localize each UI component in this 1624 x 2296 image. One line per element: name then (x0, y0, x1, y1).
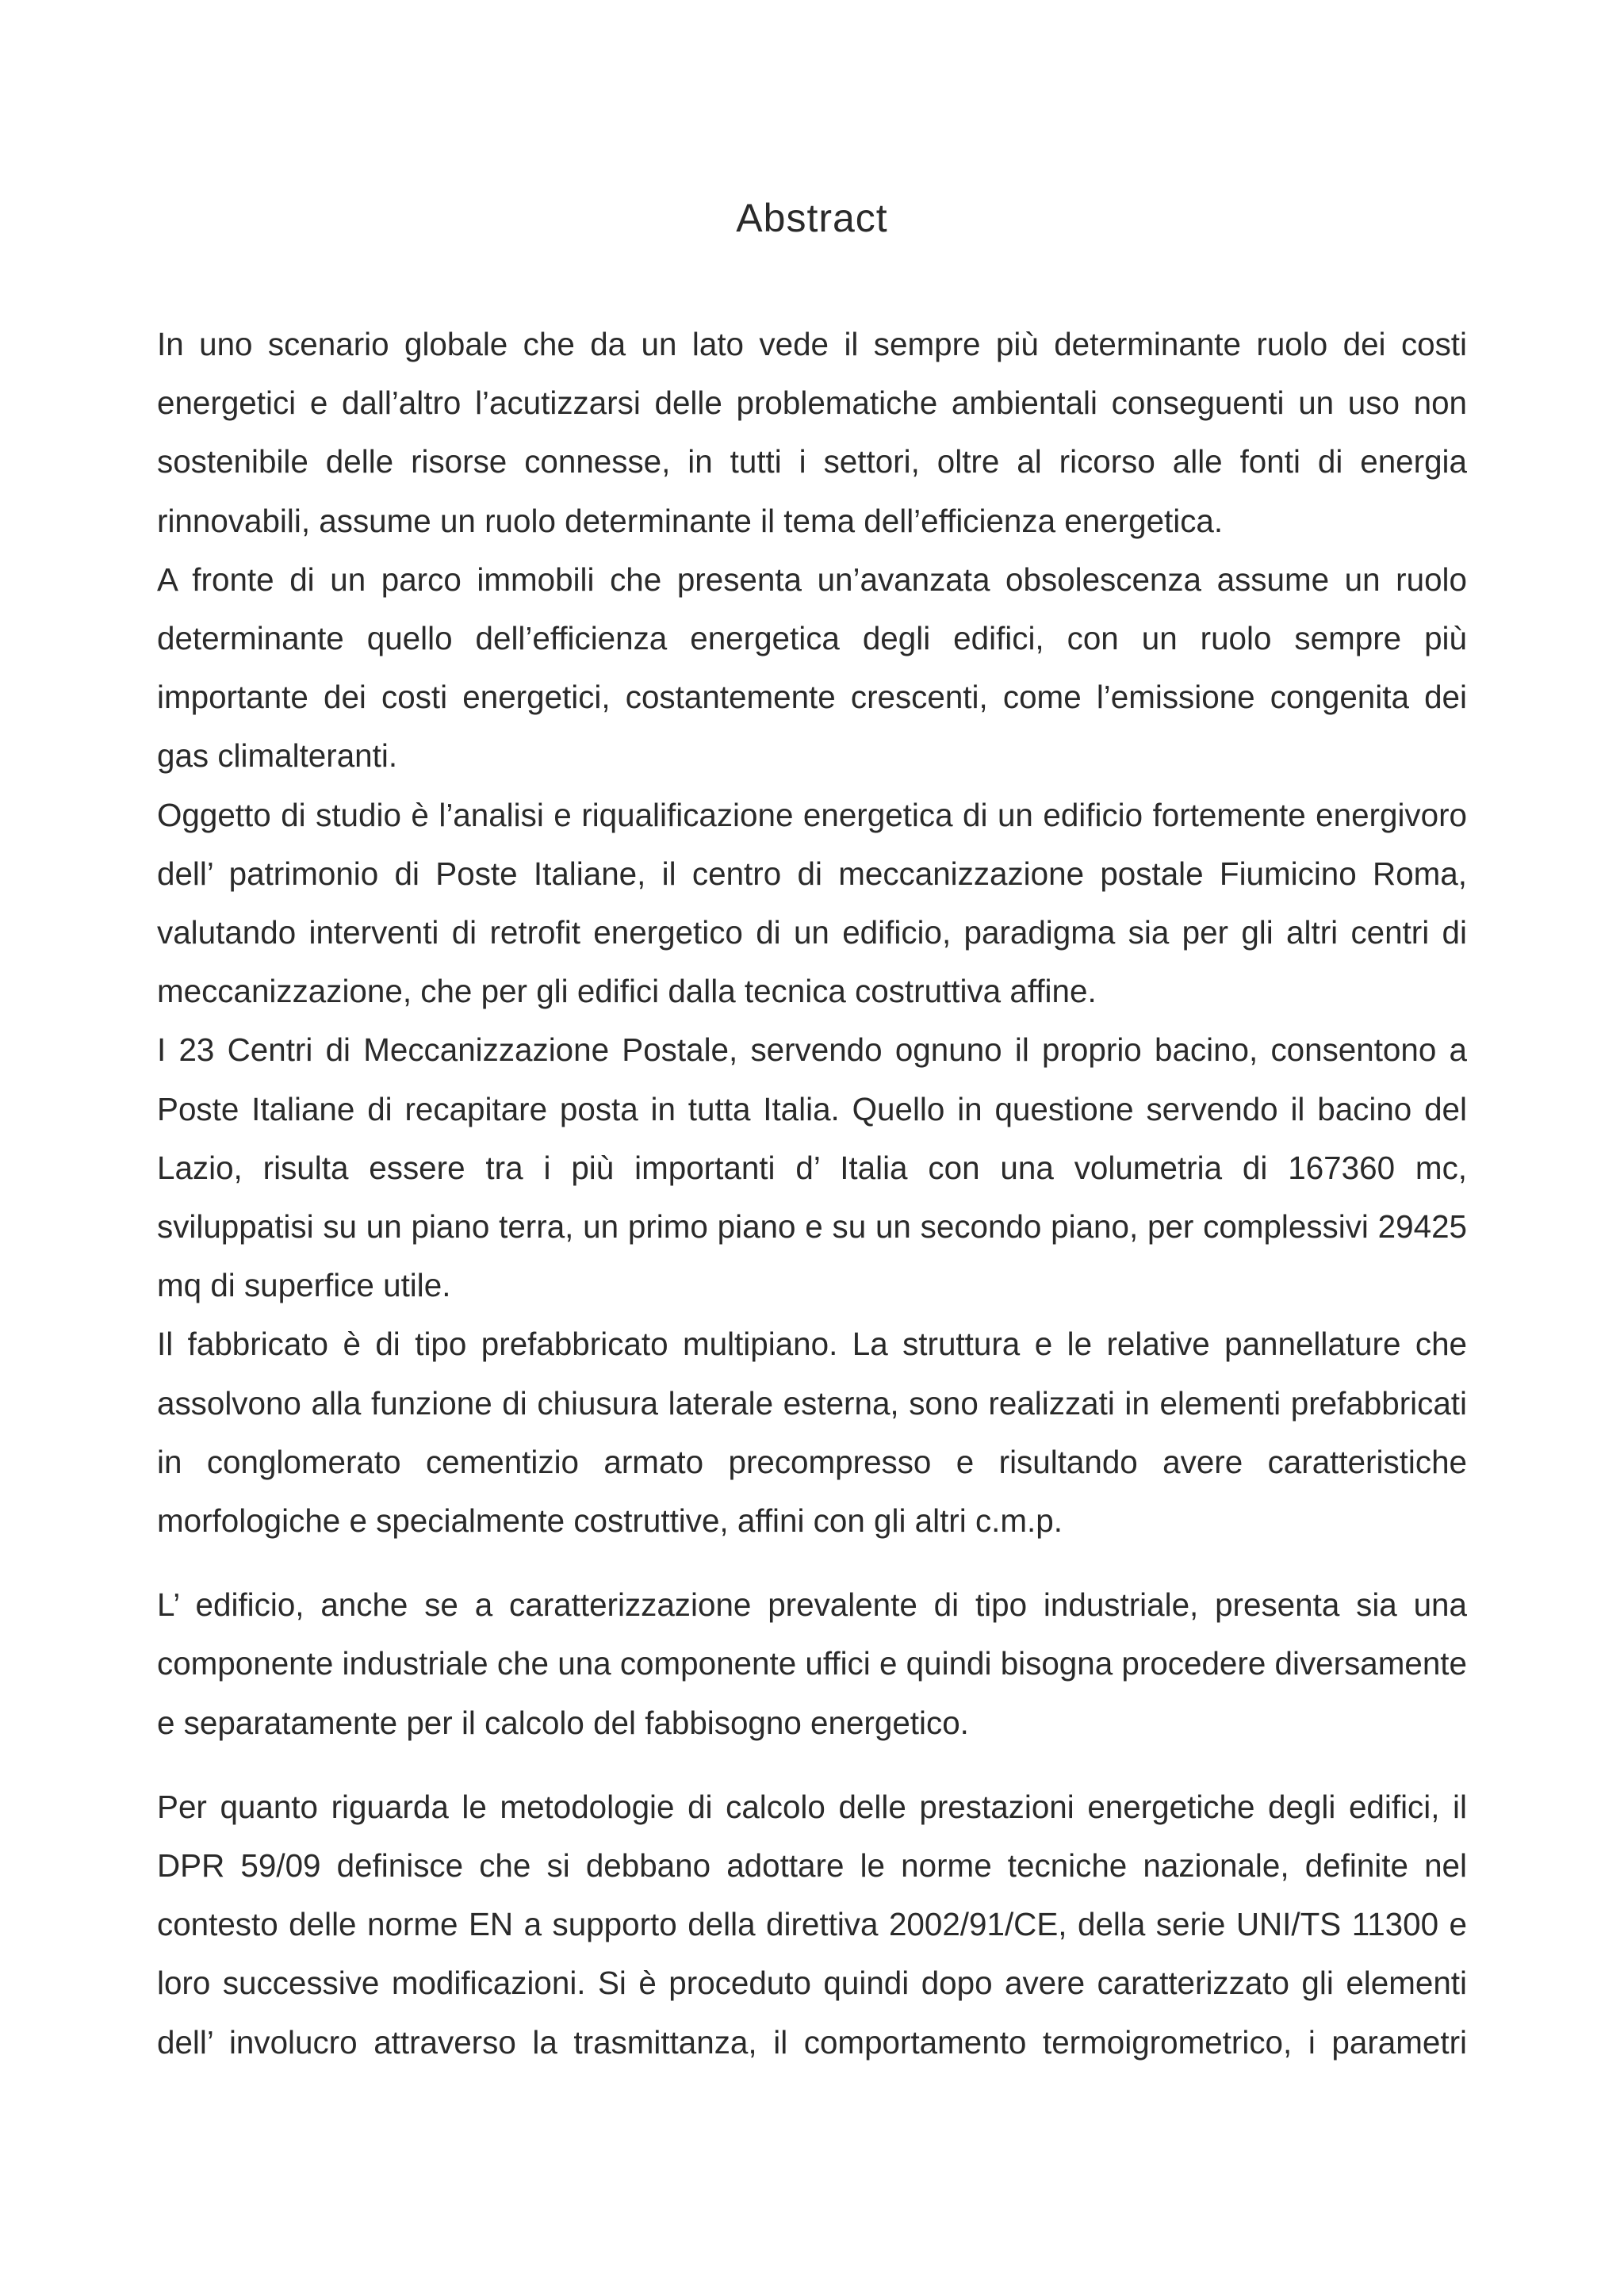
paragraph: L’ edificio, anche se a caratterizzazione prevalente di tipo industriale, presenta sia una componente industriale che una componente uffici e quindi bisogna procedere diversamente e separatamente per il calcolo del fabbisogno energetico. (157, 1586, 1467, 1741)
paragraph: In uno scenario globale che da un lato vede il sempre più determinante ruolo dei costi energetici e dall’altro l’acutizzarsi delle problematiche ambientali conseguenti un uso non sostenibile delle risorse connesse, in tutti i settori, oltre al ricorso alle fonti di energia rinnovabili, assume un ruolo determinante il tema dell’efficienza energetica. (157, 326, 1467, 539)
document-body (157, 315, 1467, 2072)
paragraph: Oggetto di studio è l’analisi e riqualificazione energetica di un edificio fortemente energivoro dell’ patrimonio di Poste Italiane, il centro di meccanizzazione postale Fiumicino Roma, valutando interventi di retrofit energetico di un edificio, paradigma sia per gli altri centri di meccanizzazione, che per gli edifici dalla tecnica costruttiva affine. (157, 796, 1467, 1010)
paragraph: I 23 Centri di Meccanizzazione Postale, servendo ognuno il proprio bacino, consentono a Poste Italiane di recapitare posta in tutta Italia. Quello in questione servendo il bacino del Lazio, risulta essere tra i più importanti d’ Italia con una volumetria di 167360 mc, sviluppatisi su un piano terra, un primo piano e su un secondo piano, per complessivi 29425 mq di superfice utile. (157, 1031, 1467, 1304)
document-title: Abstract (736, 196, 888, 240)
paragraph: Il fabbricato è di tipo prefabbricato multipiano. La struttura e le relative pannellature che assolvono alla funzione di chiusura laterale esterna, sono realizzati in elementi prefabbricati in conglomerato cementizio armato precompresso e risultando avere caratteristiche morfologiche e specialmente costruttive, affini con gli altri c.m.p. (157, 1326, 1467, 1540)
paragraph: Per quanto riguarda le metodologie di calcolo delle prestazioni energetiche degli edifici, il DPR 59/09 definisce che si debbano adottare le norme tecniche nazionale, definite nel contesto delle norme EN a supporto della direttiva 2002/91/CE, della serie UNI/TS 11300 e loro successive modificazioni. Si è proceduto quindi dopo avere caratterizzato gli elementi dell’ involucro attraverso la trasmittanza, il comportamento termoigrometrico, i parametri (157, 1788, 1467, 2061)
paragraph: A fronte di un parco immobili che presenta un’avanzata obsolescenza assume un ruolo determinante quello dell’efficienza energetica degli edifici, con un ruolo sempre più importante dei costi energetici, costantemente crescenti, come l’emissione congenita dei gas climalteranti. (157, 561, 1467, 775)
